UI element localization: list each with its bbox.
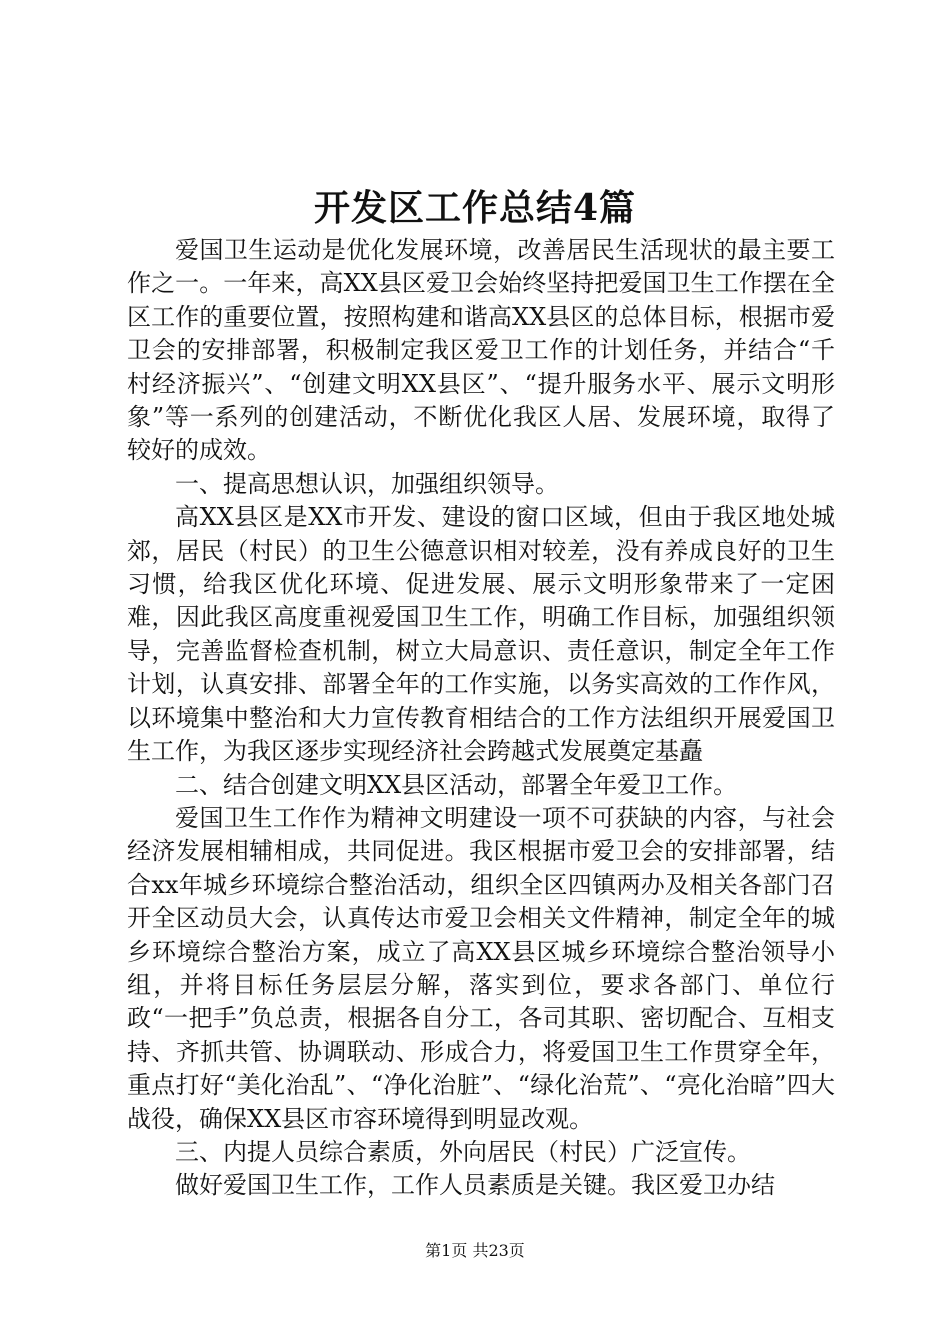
document-title: 开发区工作总结4篇 <box>313 187 637 229</box>
section-heading-3: 三、内提人员综合素质，外向居民（村民）广泛宣传。 <box>175 1137 751 1166</box>
paragraph-section-1: 高XX县区是XX市开发、建设的窗口区域，但由于我区地处城郊，居民（村民）的卫生公德意识相对较差，没有养成良好的卫生习惯，给我区优化环境、促进发展、展示文明形象带来了一定困难，因此我区高度重视爱国卫生工作，明确工作目标，加强组织领导，完善监督检查机制，树立大局意识、责任意识，制定全年工作计划，认真安排、部署全年的工作实施，以务实高效的工作作风，以环境集中整治和大力宣传教育相结合的工作方法组织开展爱国卫生工作，为我区逐步实现经济社会跨越式发展奠定基矗 <box>127 503 835 766</box>
page-number-footer: 第1页 共23页 <box>425 1241 525 1260</box>
section-heading-2: 二、结合创建文明XX县区活动，部署全年爱卫工作。 <box>175 770 738 799</box>
document-body <box>127 234 835 1203</box>
paragraph-section-3: 做好爱国卫生工作，工作人员素质是关键。我区爱卫办结 <box>175 1171 775 1200</box>
paragraph-intro: 爱国卫生运动是优化发展环境，改善居民生活现状的最主要工作之一。一年来，高XX县区爱卫会始终坚持把爱国卫生工作摆在全区工作的重要位置，按照构建和谐高XX县区的总体目标，根据市爱卫会的安排部署，积极制定我区爱卫工作的计划任务，并结合“千村经济振兴”、“创建文明XX县区”、“提升服务水平、展示文明形象”等一系列的创建活动，不断优化我区人居、发展环境，取得了较好的成效。 <box>127 236 835 465</box>
section-heading-1: 一、提高思想认识，加强组织领导。 <box>175 469 559 498</box>
paragraph-section-2: 爱国卫生工作作为精神文明建设一项不可获缺的内容，与社会经济发展相辅相成，共同促进。我区根据市爱卫会的安排部署，结合xx年城乡环境综合整治活动，组织全区四镇两办及相关各部门召开全区动员大会，认真传达市爱卫会相关文件精神，制定全年的城乡环境综合整治方案，成立了高XX县区城乡环境综合整治领导小组，并将目标任务层层分解，落实到位，要求各部门、单位行政“一把手”负总责，根据各自分工，各司其职、密切配合、互相支持、齐抓共管、协调联动、形成合力，将爱国卫生工作贯穿全年，重点打好“美化治乱”、“净化治脏”、“绿化治荒”、“亮化治暗”四大战役，确保XX县区市容环境得到明显改观。 <box>127 803 835 1133</box>
